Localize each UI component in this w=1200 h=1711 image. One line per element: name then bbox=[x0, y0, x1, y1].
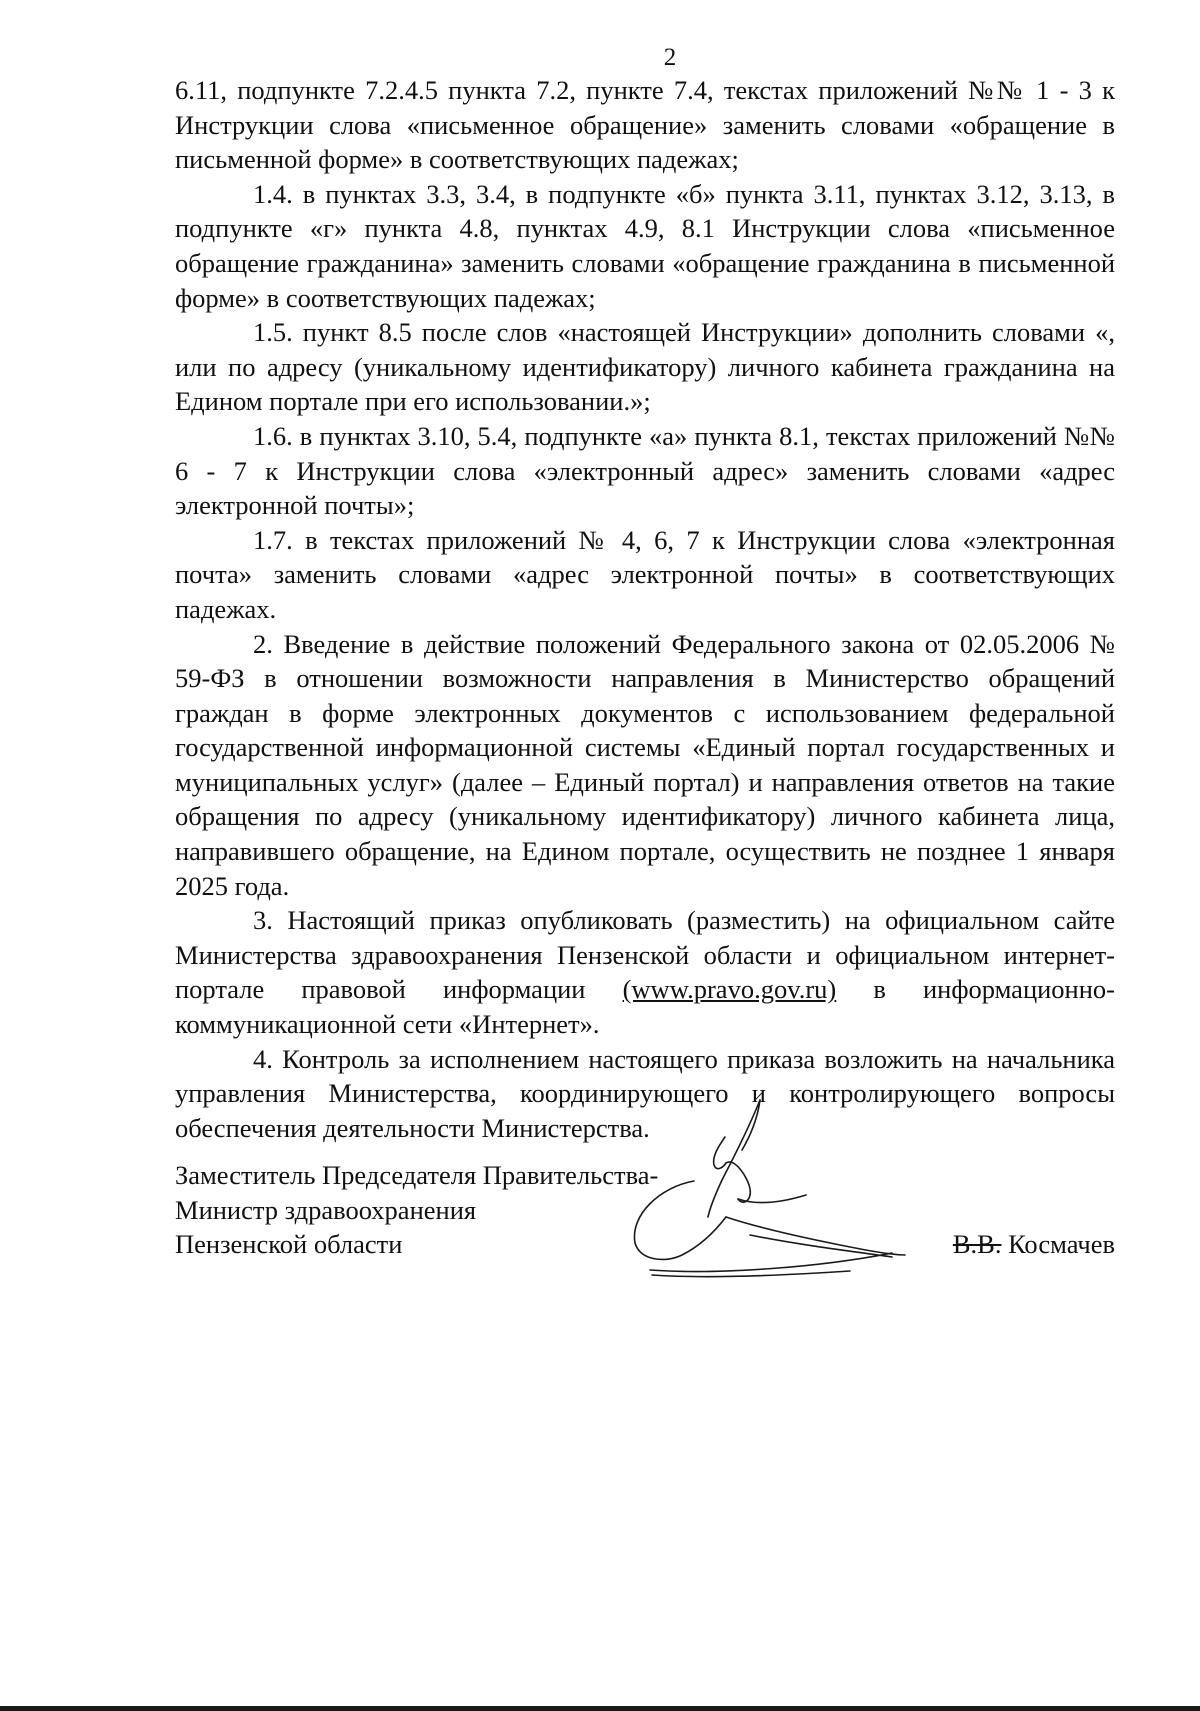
paragraph-1-6: 1.6. в пунктах 3.10, 5.4, подпункте «а» пункта 8.1, текстах приложений №№ 6 - 7 к Инструкции слова «электронный адрес» заменить словами «адрес электронной почты»; bbox=[175, 420, 1115, 521]
document-body bbox=[175, 73, 1115, 1145]
signatory-title-line-3: Пензенской области bbox=[175, 1229, 403, 1260]
signatory-initials: В.В. bbox=[952, 1229, 1002, 1259]
paragraph-1-5: 1.5. пункт 8.5 после слов «настоящей Инструкции» дополнить словами «, или по адресу (уникальному идентификатору) личного кабинета гражданина на Едином портале при его использовании.»; bbox=[175, 317, 1115, 417]
paragraph-4: 4. Контроль за исполнением настоящего приказа возложить на начальника управления Министерства, координирующего и контролирующего вопросы обеспечения деятельности Министерства. bbox=[175, 1043, 1115, 1143]
signatory-title-line-1: Заместитель Председателя Правительства- bbox=[175, 1160, 659, 1190]
paragraph-1-7: 1.7. в текстах приложений № 4, 6, 7 к Инструкции слова «электронная почта» заменить словами «адрес электронной почты» в соответствующих падежах. bbox=[175, 524, 1115, 624]
signatory-name bbox=[953, 1227, 1115, 1262]
paragraph-3 bbox=[175, 903, 1115, 1041]
paragraph-2: 2. Введение в действие положений Федерального закона от 02.05.2006 № 59-ФЗ в отношении возможности направления в Министерство обращений граждан в форме электронных документов с использованием федеральной государственной информационной системы «Единый портал государственных и муниципальных услуг» (далее – Единый портал) и направления ответов на такие обращения по адресу (уникальному идентификатору) личного кабинета лица, направившего обращение, на Едином портале, осуществить не позднее 1 января 2025 года. bbox=[175, 628, 1115, 901]
signatory-surname: Космачев bbox=[1008, 1229, 1115, 1259]
signature-block bbox=[175, 1158, 1115, 1262]
page-number: 2 bbox=[663, 44, 677, 71]
paragraph-3-text-end: в информационно-коммуникационной сети «Интернет». bbox=[175, 974, 1115, 1040]
signatory-title-line-2: Министр здравоохранения bbox=[175, 1194, 477, 1225]
scan-bottom-edge bbox=[0, 1706, 1200, 1711]
paragraph-1-4: 1.4. в пунктах 3.3, 3.4, в подпункте «б» пункта 3.11, пунктах 3.12, 3.13, в подпункте «г» пункта 4.8, пунктах 4.9, 8.1 Инструкции слова «письменное обращение гражданина» заменить словами «обращение гражданина в письменной форме» в соответствующих падежах; bbox=[175, 178, 1115, 313]
pravo-link[interactable]: (www.pravo.gov.ru) bbox=[622, 974, 837, 1005]
paragraph-continuation: 6.11, подпункте 7.2.4.5 пункта 7.2, пункте 7.4, текстах приложений №№ 1 - 3 к Инструкции слова «письменное обращение» заменить словами «обращение в письменной форме» в соответствующих падежах; bbox=[175, 75, 1115, 175]
paragraph-3-text: 3. Настоящий приказ опубликовать (разместить) на официальном сайте Министерства здравоохранения Пензенской области и официальном интернет-портале правовой информации bbox=[175, 905, 1115, 1005]
